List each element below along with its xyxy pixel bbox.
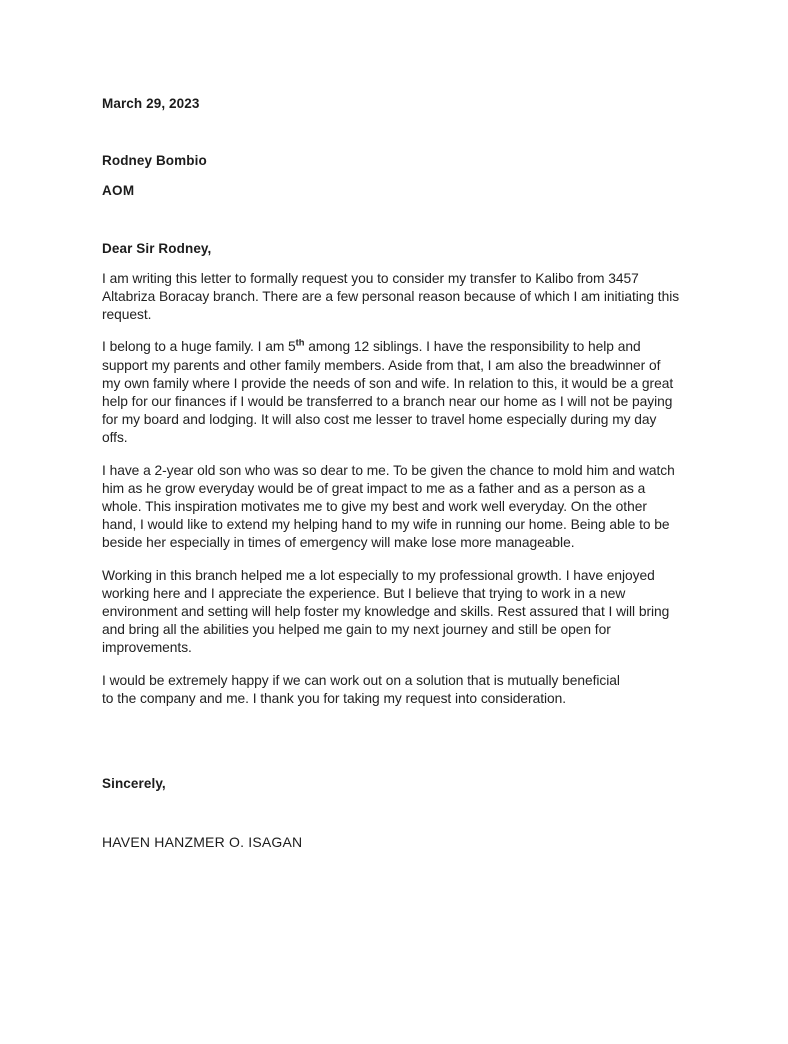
- recipient-name: Rodney Bombio: [102, 153, 207, 169]
- recipient-title: AOM: [102, 183, 135, 199]
- paragraph-2: [102, 338, 682, 447]
- letter-date: March 29, 2023: [102, 96, 200, 111]
- paragraph-2-text-after-superscript: among 12 siblings. I have the responsibility to help and support my parents and other family members. Aside from that, I am also the breadwinner of my own family where I provide the needs of son and wife. In relation to this, it would be a great help for our finances if I would be transferred to a branch near our home as I will not be paying for my board and lodging. It will also cost me lesser to travel home especially during my day offs.: [102, 339, 674, 446]
- salutation: Dear Sir Rodney,: [102, 240, 212, 256]
- paragraph-4: Working in this branch helped me a lot especially to my professional growth. I have enjoyed working here and I appreciate the experience. But I believe that trying to work in a new environment and setting will help foster my knowledge and skills. Rest assured that I will bring and bring all the abilities you helped me gain to my next journey and still be open for improvements.: [102, 567, 670, 656]
- ordinal-superscript: th: [295, 337, 305, 348]
- paragraph-2-text-before-superscript: I belong to a huge family. I am 5: [102, 339, 296, 355]
- letter-body: [102, 96, 682, 851]
- closing-salutation: Sincerely,: [102, 776, 166, 792]
- paragraph-1: I am writing this letter to formally request you to consider my transfer to Kalibo from 3457 Altabriza Boracay branch. There are a few personal reason because of which I am initiating this request.: [102, 270, 680, 323]
- signer-name: HAVEN HANZMER O. ISAGAN: [102, 834, 303, 851]
- paragraph-3: I have a 2-year old son who was so dear to me. To be given the chance to mold him and watch him as he grow everyday would be of great impact to me as a father and as a person as a whole. This inspiration motivates me to give my best and work well everyday. On the other hand, I would like to extend my helping hand to my wife in running our home. Being able to be beside her especially in times of emergency will make lose more manageable.: [102, 462, 675, 551]
- recipient-block: [102, 153, 682, 199]
- letter-content: [102, 270, 682, 708]
- paragraph-5: I would be extremely happy if we can work out on a solution that is mutually beneficial to the company and me. I thank you for taking my request into consideration.: [102, 672, 620, 706]
